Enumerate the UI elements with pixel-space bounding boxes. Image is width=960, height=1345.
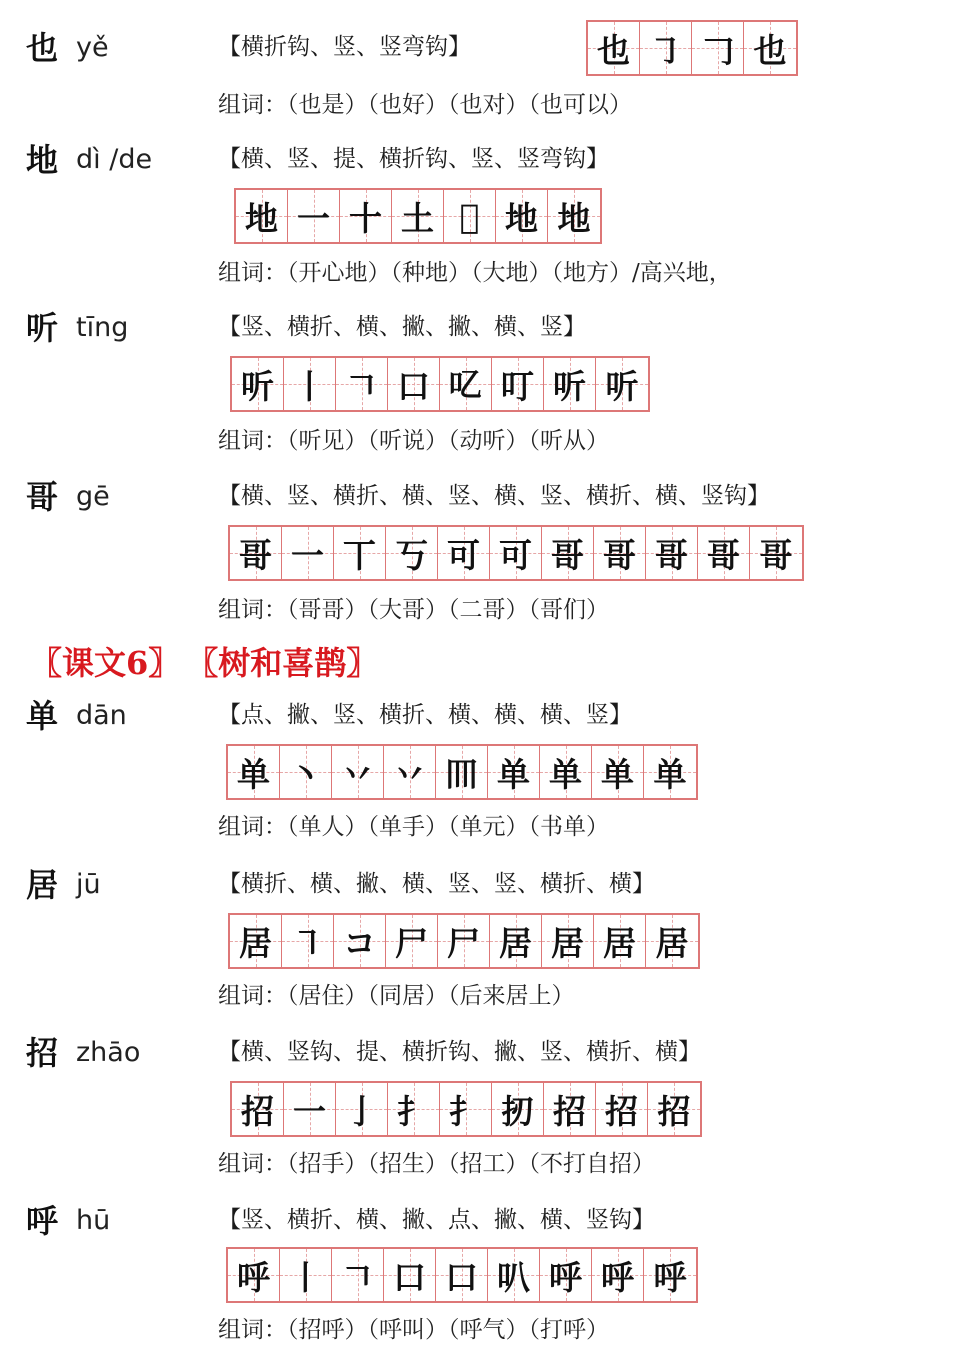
grid-cell	[596, 358, 648, 410]
word-examples: 组词：（也是）（也好）（也对）（也可以）	[218, 92, 632, 118]
entry-char: 地	[26, 141, 59, 179]
grid-cell	[236, 190, 288, 242]
word-examples: 组词：（哥哥）（大哥）（二哥）（哥们）	[218, 597, 609, 623]
grid-cell	[386, 915, 438, 967]
lesson-title: 〖树和喜鹊〗	[202, 644, 379, 682]
grid-cell	[496, 190, 548, 242]
grid-cell	[692, 22, 744, 74]
word-examples: 组词：（招呼）（呼叫）（呼气）（打呼）	[218, 1317, 609, 1343]
stroke-order: 【竖、横折、横、撇、撇、横、竖】	[218, 314, 586, 340]
grid-cell	[386, 527, 438, 579]
grid-cell	[490, 915, 542, 967]
grid-cell-glyph: 地	[505, 198, 538, 238]
grid-cell	[490, 527, 542, 579]
grid-cell	[280, 746, 332, 798]
grid-cell-glyph: 𡉀	[459, 196, 480, 236]
grid-cell	[282, 915, 334, 967]
entry-char: 哥	[26, 478, 59, 516]
grid-cell	[384, 746, 436, 798]
grid-cell	[492, 1083, 544, 1135]
grid-cell-glyph: 可	[447, 535, 480, 575]
grid-cell-glyph: 哥	[707, 535, 740, 575]
grid-cell-glyph: 口	[445, 1257, 478, 1297]
entry-pinyin: yě	[76, 32, 109, 63]
grid-cell	[388, 358, 440, 410]
grid-cell-glyph: 口	[397, 366, 430, 406]
grid-cell	[230, 915, 282, 967]
grid-cell	[340, 190, 392, 242]
grid-cell	[588, 22, 640, 74]
grid-cell-glyph: 尸	[395, 923, 428, 963]
stroke-grid	[234, 188, 602, 244]
grid-cell	[592, 746, 644, 798]
entry-pinyin: dì /de	[76, 144, 153, 175]
grid-cell-glyph: 地	[245, 198, 278, 238]
grid-cell-glyph: 丶	[289, 754, 322, 794]
grid-cell-glyph: 居	[603, 923, 636, 963]
grid-cell-glyph: 亅	[345, 1091, 378, 1131]
grid-cell	[288, 190, 340, 242]
grid-cell-glyph: 招	[241, 1091, 274, 1131]
grid-cell	[594, 527, 646, 579]
grid-cell-glyph: 也	[597, 30, 630, 70]
entry-pinyin: zhāo	[76, 1037, 141, 1068]
grid-cell	[230, 527, 282, 579]
grid-cell	[440, 1083, 492, 1135]
grid-cell	[336, 1083, 388, 1135]
grid-cell	[436, 1249, 488, 1301]
grid-cell-glyph: 招	[553, 1091, 586, 1131]
grid-cell-glyph: 地	[557, 198, 591, 238]
stroke-order: 【横折钩、竖、竖弯钩】	[218, 34, 471, 60]
grid-cell-glyph: 丂	[395, 535, 428, 575]
stroke-grid	[230, 1081, 702, 1137]
grid-cell	[544, 1083, 596, 1135]
grid-cell	[698, 527, 750, 579]
grid-cell-glyph: 听	[605, 366, 639, 406]
grid-cell	[488, 1249, 540, 1301]
grid-cell-glyph: 丷	[393, 754, 426, 794]
grid-cell-glyph: 哥	[603, 535, 636, 575]
grid-cell-glyph: 𠃍	[345, 366, 378, 406]
grid-cell-glyph: 居	[551, 923, 584, 963]
grid-cell-glyph: 土	[401, 198, 434, 238]
grid-cell-glyph: 单	[601, 754, 634, 794]
entry-pinyin: tīng	[76, 312, 129, 343]
stroke-order: 【横、竖钩、提、横折钩、撇、竖、横折、横】	[218, 1039, 701, 1065]
grid-cell	[438, 527, 490, 579]
grid-cell	[228, 746, 280, 798]
grid-cell	[282, 527, 334, 579]
grid-cell	[284, 1083, 336, 1135]
stroke-grid	[228, 913, 700, 969]
entry-char: 也	[26, 29, 59, 67]
grid-cell-glyph: 哥	[655, 535, 688, 575]
grid-cell	[542, 527, 594, 579]
grid-cell	[280, 1249, 332, 1301]
grid-cell	[644, 1249, 696, 1301]
word-examples: 组词：（听见）（听说）（动听）（听从）	[218, 428, 609, 454]
grid-cell-glyph: 哥	[759, 535, 793, 575]
grid-cell-glyph: 扌	[397, 1091, 430, 1131]
grid-cell	[540, 1249, 592, 1301]
grid-cell-glyph: 丨	[289, 1257, 322, 1297]
grid-cell	[648, 1083, 700, 1135]
grid-cell	[440, 358, 492, 410]
grid-cell	[334, 915, 386, 967]
grid-cell	[744, 22, 796, 74]
entry-char: 听	[26, 309, 59, 347]
grid-cell	[334, 527, 386, 579]
lesson-number: 〖课文6〗	[30, 644, 181, 682]
grid-cell	[644, 746, 696, 798]
grid-cell-glyph: 居	[499, 923, 532, 963]
grid-cell-glyph: 单	[497, 754, 530, 794]
grid-cell-glyph: 单	[549, 754, 582, 794]
grid-cell	[750, 527, 802, 579]
grid-cell	[488, 746, 540, 798]
grid-cell-glyph: 哥	[239, 535, 272, 575]
grid-cell	[594, 915, 646, 967]
stroke-order: 【横、竖、横折、横、竖、横、竖、横折、横、竖钩】	[218, 483, 770, 509]
grid-cell	[640, 22, 692, 74]
grid-cell-glyph: 招	[657, 1091, 691, 1131]
grid-cell-glyph: 哥	[551, 535, 584, 575]
grid-cell-glyph: 𦉫	[445, 754, 478, 794]
word-examples: 组词：（开心地）（种地）（大地）（地方）/高兴地，	[218, 260, 732, 286]
grid-cell-glyph: 叮	[501, 366, 534, 406]
grid-cell	[436, 746, 488, 798]
grid-cell-glyph: 𠃍	[341, 1257, 374, 1297]
grid-cell	[592, 1249, 644, 1301]
grid-cell	[284, 358, 336, 410]
grid-cell-glyph: 丨	[293, 366, 326, 406]
grid-cell-glyph: 丷	[341, 754, 374, 794]
grid-cell-glyph: 扨	[501, 1091, 534, 1131]
grid-cell-glyph: 尸	[447, 923, 480, 963]
grid-cell	[646, 527, 698, 579]
grid-cell-glyph: 招	[605, 1091, 638, 1131]
entry-char: 居	[26, 866, 59, 904]
stroke-order: 【横、竖、提、横折钩、竖、竖弯钩】	[218, 146, 609, 172]
grid-cell-glyph: ㇆	[649, 30, 682, 70]
entry-pinyin: gē	[76, 481, 110, 512]
grid-cell-glyph: 听	[241, 366, 274, 406]
grid-cell-glyph: 呼	[237, 1257, 270, 1297]
grid-cell	[388, 1083, 440, 1135]
grid-cell-glyph: 居	[655, 923, 689, 963]
grid-cell-glyph: 听	[553, 366, 586, 406]
stroke-grid	[586, 20, 798, 76]
grid-cell	[384, 1249, 436, 1301]
grid-cell-glyph: 也	[753, 30, 787, 70]
grid-cell-glyph: 一	[297, 198, 330, 238]
grid-cell-glyph: 单	[653, 754, 687, 794]
grid-cell-glyph: コ	[343, 923, 376, 963]
stroke-grid	[226, 1247, 698, 1303]
grid-cell	[548, 190, 600, 242]
grid-cell-glyph: 呼	[653, 1257, 687, 1297]
grid-cell	[646, 915, 698, 967]
entry-char: 单	[26, 697, 59, 735]
grid-cell-glyph: 𠃌	[701, 30, 734, 70]
stroke-grid	[228, 525, 804, 581]
stroke-grid	[226, 744, 698, 800]
grid-cell	[392, 190, 444, 242]
grid-cell-glyph: 叭	[497, 1257, 530, 1297]
grid-cell-glyph: 𠮙	[449, 365, 482, 405]
grid-cell-glyph: 一	[291, 535, 324, 575]
word-examples: 组词：（单人）（单手）（单元）（书单）	[218, 814, 609, 840]
grid-cell	[444, 190, 496, 242]
entry-char: 招	[26, 1034, 59, 1072]
grid-cell	[336, 358, 388, 410]
grid-cell-glyph: 扌	[449, 1091, 482, 1131]
stroke-order: 【竖、横折、横、撇、点、撇、横、竖钩】	[218, 1207, 655, 1233]
grid-cell	[544, 358, 596, 410]
grid-cell-glyph: 呼	[549, 1257, 582, 1297]
lesson-heading	[30, 640, 378, 686]
word-examples: 组词：（居住）（同居）（后来居上）	[218, 983, 575, 1009]
grid-cell-glyph: 口	[393, 1257, 426, 1297]
grid-cell	[492, 358, 544, 410]
grid-cell	[228, 1249, 280, 1301]
entry-char: 呼	[26, 1202, 59, 1240]
grid-cell	[438, 915, 490, 967]
grid-cell	[596, 1083, 648, 1135]
grid-cell-glyph: 居	[239, 923, 272, 963]
grid-cell-glyph: 丅	[343, 535, 376, 575]
grid-cell	[332, 1249, 384, 1301]
grid-cell	[332, 746, 384, 798]
grid-cell-glyph: 可	[499, 535, 532, 575]
entry-pinyin: jū	[76, 869, 101, 900]
grid-cell-glyph: 单	[237, 754, 270, 794]
grid-cell-glyph: ㇕	[291, 923, 324, 963]
stroke-grid	[230, 356, 650, 412]
grid-cell	[232, 358, 284, 410]
grid-cell-glyph: 一	[293, 1091, 326, 1131]
stroke-order: 【点、撇、竖、横折、横、横、横、竖】	[218, 702, 632, 728]
entry-pinyin: dān	[76, 700, 127, 731]
grid-cell	[232, 1083, 284, 1135]
grid-cell-glyph: 十	[349, 198, 382, 238]
grid-cell	[540, 746, 592, 798]
entry-pinyin: hū	[76, 1205, 111, 1236]
grid-cell-glyph: 呼	[601, 1257, 634, 1297]
word-examples: 组词：（招手）（招生）（招工）（不打自招）	[218, 1151, 655, 1177]
stroke-order: 【横折、横、撇、横、竖、竖、横折、横】	[218, 871, 655, 897]
grid-cell	[542, 915, 594, 967]
